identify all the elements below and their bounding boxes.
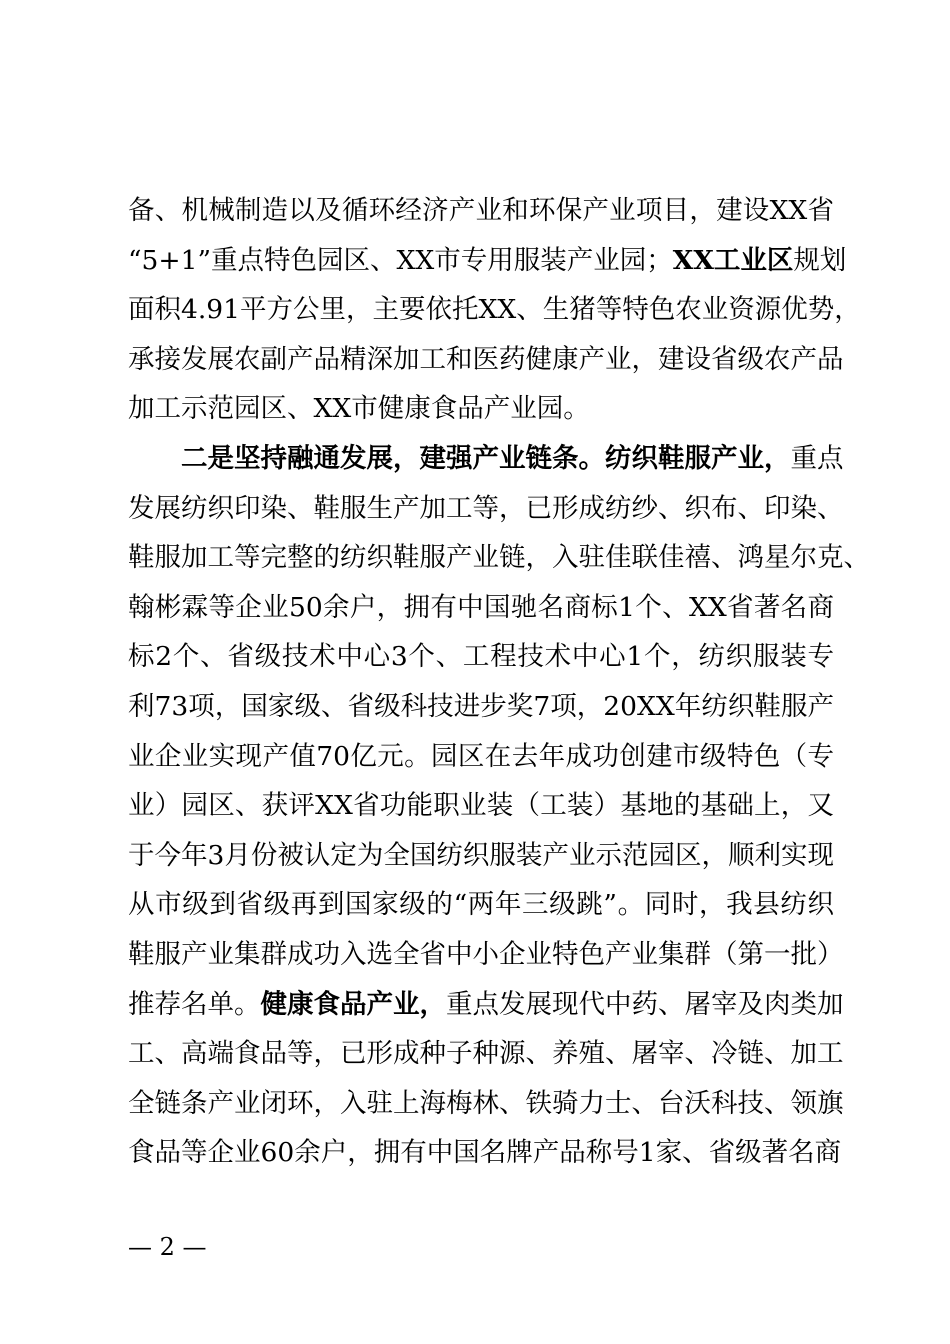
bold-term: XX工业区 [672, 244, 794, 276]
text-line [128, 236, 847, 286]
text-line: 加工示范园区、XX市健康食品产业园。 [128, 393, 590, 425]
text-line: 翰彬霖等企业50余户，拥有中国驰名商标1个、XX省著名商 [128, 591, 834, 623]
text-line [128, 980, 844, 1030]
text-run: “5+1”重点特色园区、XX市专用服装产业园； [128, 244, 673, 276]
text-line: 面积4.91平方公里，主要依托XX、生猪等特色农业资源优势， [128, 294, 861, 326]
text-run: 规划 [793, 244, 847, 276]
text-line: 备、机械制造以及循环经济产业和环保产业项目，建设XX省 [128, 195, 834, 226]
document-body [128, 186, 870, 1178]
text-run: 重点发展现代中药、屠宰及肉类加 [446, 988, 844, 1020]
bold-term: 健康食品产业， [260, 988, 446, 1020]
text-run: 推荐名单。 [128, 988, 261, 1020]
text-line: 工、高端食品等，已形成种子种源、养殖、屠宰、冷链、加工 [128, 1038, 844, 1070]
text-line: 业）园区、获评XX省功能职业装（工装）基地的基础上，又 [128, 790, 834, 822]
text-line [128, 434, 844, 484]
text-line: 鞋服产业集群成功入选全省中小企业特色产业集群（第一批） [128, 938, 844, 970]
page-number: — 2 — [128, 1233, 207, 1261]
text-line: 鞋服加工等完整的纺织鞋服产业链，入驻佳联佳禧、鸿星尔克、 [128, 542, 870, 574]
text-line: 食品等企业60余户，拥有中国名牌产品称号1家、省级著名商 [128, 1137, 842, 1169]
text-line: 发展纺织印染、鞋服生产加工等，已形成纺纱、织布、印染、 [128, 492, 844, 524]
text-line: 于今年3月份被认定为全国纺织服装产业示范园区，顺利实现 [128, 839, 834, 871]
text-line: 承接发展农副产品精深加工和医药健康产业，建设省级农产品 [128, 343, 844, 375]
text-run: 重点 [790, 442, 844, 474]
bold-heading: 二是坚持融通发展，建强产业链条。纺织鞋服产业， [181, 442, 791, 474]
paragraph-industrial-zones [128, 186, 861, 434]
paragraph-industry-chain [128, 434, 870, 1178]
text-line: 业企业实现产值70亿元。园区在去年成功创建市级特色（专 [128, 740, 834, 772]
text-line: 利73项，国家级、省级科技进步奖7项，20XX年纺织鞋服产 [128, 690, 834, 722]
text-line: 全链条产业闭环，入驻上海梅林、铁骑力士、台沃科技、领旗 [128, 1087, 844, 1119]
text-line: 从市级到省级再到国家级的“两年三级跳”。同时，我县纺织 [128, 889, 834, 921]
text-line: 标2个、省级技术中心3个、工程技术中心1个，纺织服装专 [128, 641, 834, 673]
